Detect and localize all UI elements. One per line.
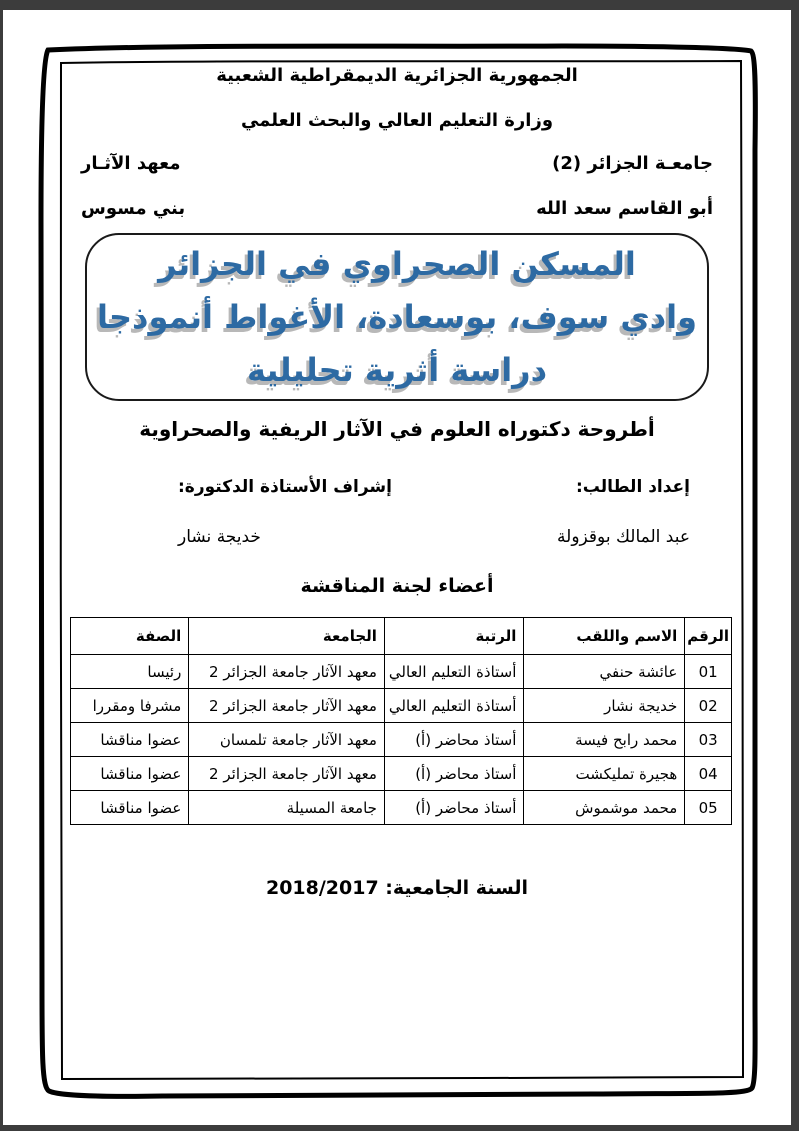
- header-number: الرقم: [685, 618, 732, 655]
- student-name: عبد المالك بوقزولة: [557, 527, 690, 547]
- cell-role: عضوا مناقشا: [71, 723, 189, 757]
- thesis-title-line-3: دراسة أثرية تحليلية: [246, 351, 547, 389]
- university-name: جامعـة الجزائر (2): [552, 153, 713, 174]
- cell-university: معهد الآثار جامعة الجزائر 2: [189, 655, 385, 689]
- cell-name: محمد رابح فيسة: [524, 723, 685, 757]
- ministry-title: وزارة التعليم العالي والبحث العلمي: [240, 110, 554, 131]
- cell-number: 03: [685, 723, 732, 757]
- cell-name: عائشة حنفي: [524, 655, 685, 689]
- namesake-location-row: [56, 198, 738, 219]
- table-header-row: [71, 618, 732, 655]
- supervisor-name: خديجة نشار: [178, 527, 261, 547]
- cell-rank: أستاذة التعليم العالي: [384, 655, 524, 689]
- table-row: [71, 791, 732, 825]
- cell-role: مشرفا ومقررا: [71, 689, 189, 723]
- table-row: [71, 689, 732, 723]
- cell-university: معهد الآثار جامعة تلمسان: [189, 723, 385, 757]
- institute-location: بني مسوس: [81, 198, 186, 219]
- cell-rank: أستاذ محاضر (أ): [384, 791, 524, 825]
- document-page: [3, 10, 791, 1125]
- header-university: الجامعة: [189, 618, 385, 655]
- cell-name: خديجة نشار: [524, 689, 685, 723]
- thesis-title-box: [85, 233, 709, 401]
- preparation-names-row: [56, 527, 738, 547]
- cell-university: معهد الآثار جامعة الجزائر 2: [189, 689, 385, 723]
- page-content: [56, 55, 738, 899]
- header-name: الاسم واللقب: [524, 618, 685, 655]
- cell-name: هجيرة تمليكشت: [524, 757, 685, 791]
- cell-role: رئيسا: [71, 655, 189, 689]
- cell-name: محمد موشموش: [524, 791, 685, 825]
- university-institute-row: [56, 153, 738, 174]
- table-row: [71, 723, 732, 757]
- republic-title: الجمهورية الجزائرية الديمقراطية الشعبية: [216, 65, 578, 86]
- academic-year-label: السنة الجامعية:: [385, 877, 529, 899]
- cell-number: 02: [685, 689, 732, 723]
- cell-rank: أستاذ محاضر (أ): [384, 723, 524, 757]
- cell-role: عضوا مناقشا: [71, 757, 189, 791]
- thesis-title-line-2: وادي سوف، بوسعادة، الأغواط أنموذجا: [96, 298, 698, 336]
- thesis-degree-line: أطروحة دكتوراه العلوم في الآثار الريفية والصحراوية: [139, 417, 655, 441]
- header-role: الصفة: [71, 618, 189, 655]
- student-label: إعداد الطالب:: [575, 477, 690, 497]
- cell-rank: أستاذ محاضر (أ): [384, 757, 524, 791]
- committee-table: [70, 617, 732, 825]
- academic-year-line: [56, 877, 738, 899]
- table-row: [71, 757, 732, 791]
- thesis-title-line-1: المسكن الصحراوي في الجزائر: [158, 245, 636, 283]
- cell-university: معهد الآثار جامعة الجزائر 2: [189, 757, 385, 791]
- cell-university: جامعة المسيلة: [189, 791, 385, 825]
- supervisor-label: إشراف الأستاذة الدكتورة:: [178, 477, 392, 497]
- cell-rank: أستاذة التعليم العالي: [384, 689, 524, 723]
- header-rank: الرتبة: [384, 618, 524, 655]
- committee-heading: أعضاء لجنة المناقشة: [300, 575, 494, 597]
- table-row: [71, 655, 732, 689]
- academic-year-value: 2018/2017: [265, 877, 379, 899]
- cell-role: عضوا مناقشا: [71, 791, 189, 825]
- preparation-labels-row: [56, 477, 738, 497]
- institute-name: معهد الآثـار: [81, 153, 181, 174]
- university-namesake: أبو القاسم سعد الله: [536, 198, 713, 219]
- cell-number: 05: [685, 791, 732, 825]
- cell-number: 01: [685, 655, 732, 689]
- cell-number: 04: [685, 757, 732, 791]
